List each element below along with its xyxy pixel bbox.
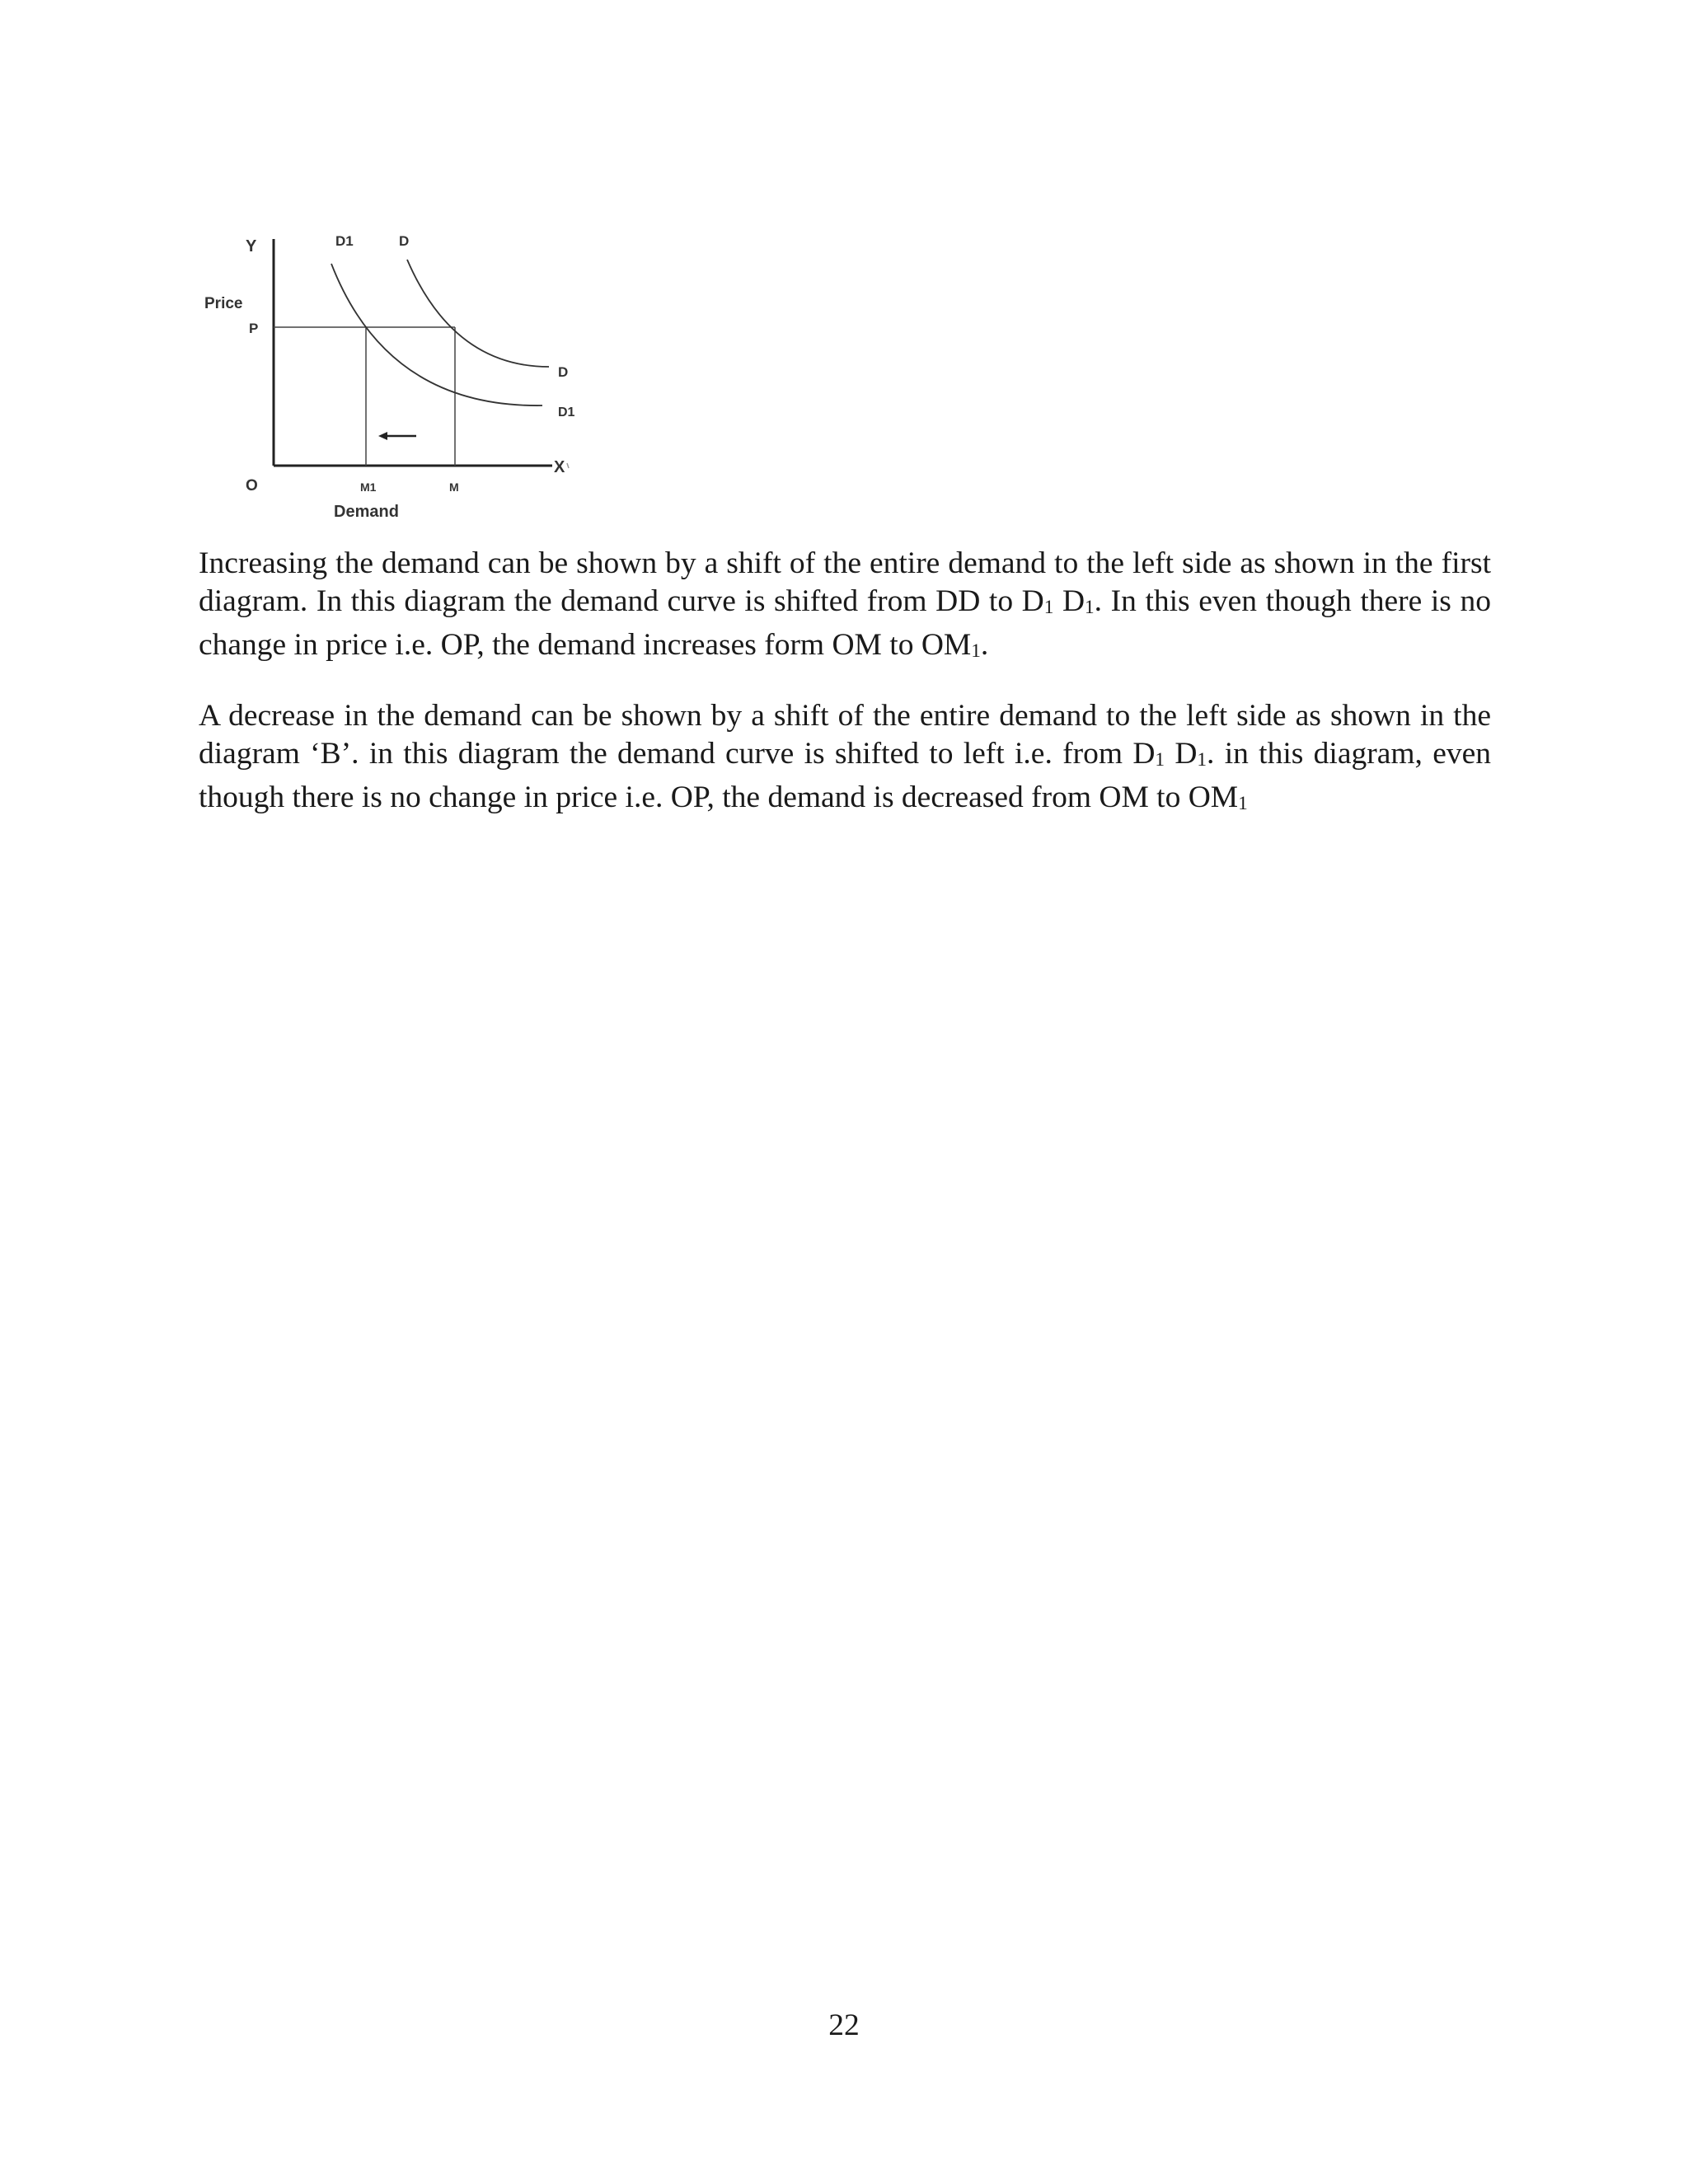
y-axis-label: Y [246,237,257,255]
p1-text-b: D [1053,584,1085,618]
p2-sub2: 1 [1197,748,1207,771]
x-axis-label: X [554,458,565,476]
p2-text-b: D [1165,737,1198,771]
page-number: 22 [828,2008,860,2042]
x-axis-tick [567,463,569,468]
p1-text-a: Increasing the demand can be shown by a shift of the entire demand to the left side as shown in the first diagram. In this diagram the demand curve is shifted from DD to D [199,546,1491,618]
paragraph-increase [199,545,1491,670]
price-level-label: P [249,321,259,336]
curve-d1-top-label: D1 [335,233,354,249]
p1-sub3: 1 [971,640,981,662]
p1-sub2: 1 [1085,596,1095,618]
origin-label: O [246,477,258,494]
m1-label: M1 [360,480,377,494]
curve-d1 [331,264,542,405]
p2-sub1: 1 [1155,748,1165,771]
p1-text-c: . In this even though there is no change in price i.e. OP, the demand increases form OM to OM [199,584,1491,662]
p1-sub1: 1 [1043,596,1054,618]
p1-text-d: . [980,627,989,662]
price-axis-title: Price [204,295,243,312]
p2-text-c: . in this diagram, even though there is no change in price i.e. OP, the demand is decreased from OM to OM [199,737,1491,814]
curve-d-end-label: D [558,364,569,380]
curve-d [407,260,549,367]
p2-sub3: 1 [1238,792,1248,814]
curve-d1-end-label: D1 [558,405,575,419]
paragraph-decrease [199,697,1491,823]
demand-shift-diagram [190,218,618,540]
shift-arrow-head [378,432,387,440]
curve-d-top-label: D [399,233,410,249]
demand-axis-title: Demand [334,503,399,521]
p2-text-a: A decrease in the demand can be shown by a shift of the entire demand to the left side as shown in the diagram ‘B’. in this diagram the demand curve is shifted to left i.e. from D [199,699,1491,771]
m-label: M [449,480,459,494]
